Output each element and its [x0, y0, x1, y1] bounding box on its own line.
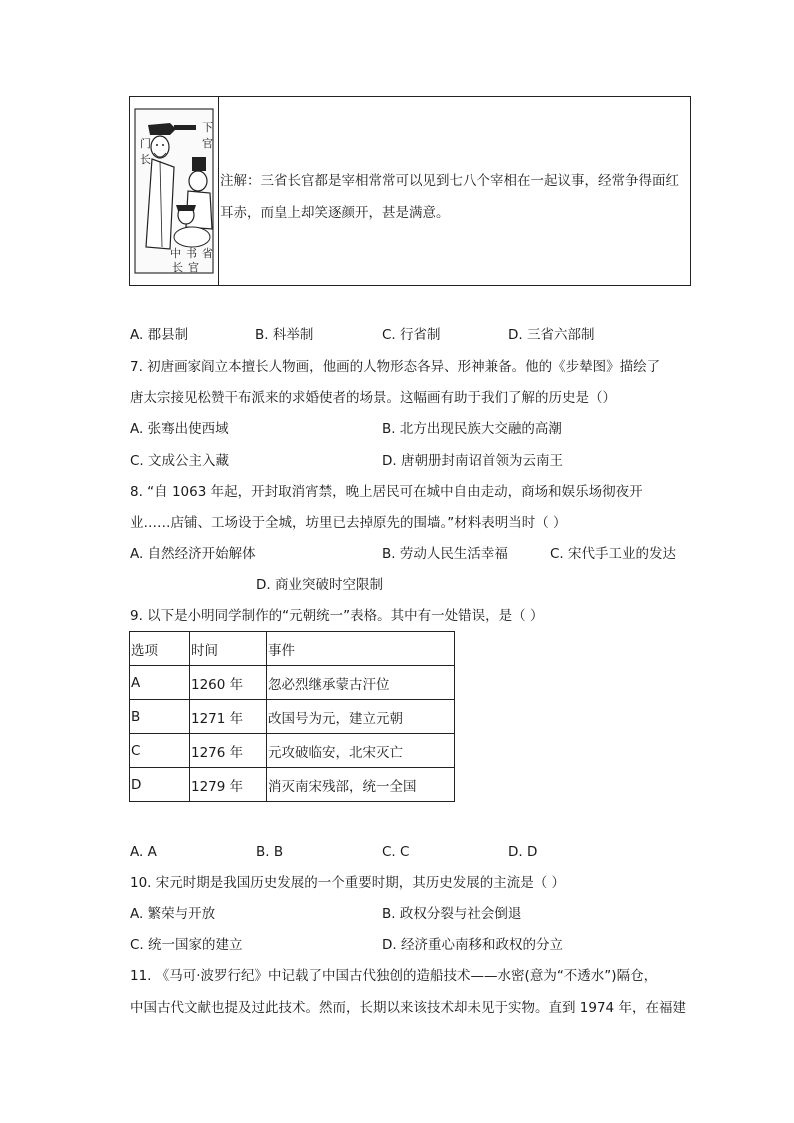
- q8-option-a[interactable]: A. 自然经济开始解体: [130, 546, 256, 562]
- q7-option-a[interactable]: A. 张骞出使西域: [130, 421, 229, 437]
- table-cell: 改国号为元，建立元朝: [267, 700, 455, 734]
- q11-stem-line1: 11. 《马可·波罗行纪》中记载了中国古代独创的造船技术——水密(意为“不透水”)隔仓，: [130, 968, 658, 984]
- table-cell: 消灭南宋残部，统一全国: [267, 768, 455, 802]
- table-cell: 1260 年: [190, 666, 267, 700]
- table-header-cell: 时间: [190, 632, 267, 666]
- q6-option-c[interactable]: C. 行省制: [382, 327, 441, 343]
- table-cell: 元攻破临安，北宋灭亡: [267, 734, 455, 768]
- q10-option-c[interactable]: C. 统一国家的建立: [130, 937, 243, 953]
- q9-stem-line1: 9. 以下是小明同学制作的“元朝统一”表格。其中有一处错误，是（ ）: [130, 608, 544, 624]
- table-cell: 1279 年: [190, 768, 267, 802]
- q9-option-a[interactable]: A. A: [130, 844, 157, 860]
- table-cell: 1276 年: [190, 734, 267, 768]
- q9-option-b[interactable]: B. B: [256, 844, 284, 860]
- q11-stem-line2: 中国古代文献也提及过此技术。然而，长期以来该技术却未见于实物。直到 1974 年，在福建: [130, 1000, 686, 1016]
- q9-option-c[interactable]: C. C: [382, 844, 410, 860]
- svg-text:门长: 门长: [140, 137, 151, 166]
- q8-stem-line2: 业……店铺、工场设于全城，坊里已去掉原先的围墙。”材料表明当时（ ）: [130, 515, 567, 531]
- image-note: 注解：三省长官都是宰相常常可以见到七八个宰相在一起议事，经常争得面红耳赤，而皇上却笑逐颜开，甚是满意。: [220, 173, 679, 221]
- table-cell: B: [130, 700, 190, 734]
- stamp-top: 下官: [202, 121, 213, 150]
- table-header-cell: 事件: [267, 632, 455, 666]
- table-cell: 1271 年: [190, 700, 267, 734]
- q8-option-b[interactable]: B. 劳动人民生活幸福: [382, 546, 508, 562]
- q6-option-b[interactable]: B. 科举制: [255, 327, 314, 343]
- table-header-cell: 选项: [130, 632, 190, 666]
- q7-option-d[interactable]: D. 唐朝册封南诏首领为云南王: [382, 453, 563, 469]
- officials-drawing: [130, 97, 218, 285]
- table-cell: C: [130, 734, 190, 768]
- q7-option-b[interactable]: B. 北方出现民族大交融的高潮: [382, 421, 562, 437]
- q7-stem-line2: 唐太宗接见松赞干布派来的求婚使者的场景。这幅画有助于我们了解的历史是（）: [130, 390, 616, 406]
- table-row: [130, 700, 455, 734]
- q10-option-a[interactable]: A. 繁荣与开放: [130, 906, 216, 922]
- q7-stem-line1: 7. 初唐画家阎立本擅长人物画，他画的人物形态各异、形神兼备。他的《步辇图》描绘了: [130, 359, 661, 375]
- q10-option-b[interactable]: B. 政权分裂与社会倒退: [382, 906, 522, 922]
- yuan-unification-table: [129, 631, 455, 802]
- q8-option-d[interactable]: D. 商业突破时空限制: [256, 577, 383, 593]
- table-row: [130, 734, 455, 768]
- q7-option-c[interactable]: C. 文成公主入藏: [130, 453, 230, 469]
- q8-option-c[interactable]: C. 宋代手工业的发达: [550, 546, 677, 562]
- table-cell: 忽必烈继承蒙古汗位: [267, 666, 455, 700]
- table-cell: D: [130, 768, 190, 802]
- q6-option-d[interactable]: D. 三省六部制: [508, 327, 595, 343]
- q8-stem-line1: 8. “自 1063 年起，开封取消宵禁，晚上居民可在城中自由走动，商场和娱乐场彻夜开: [130, 484, 643, 500]
- q10-option-d[interactable]: D. 经济重心南移和政权的分立: [382, 937, 563, 953]
- q10-stem-line1: 10. 宋元时期是我国历史发展的一个重要时期，其历史发展的主流是（ ）: [130, 875, 566, 891]
- table-row: [130, 666, 455, 700]
- q6-option-a[interactable]: A. 郡县制: [130, 327, 189, 343]
- table-row: [130, 768, 455, 802]
- table-cell: A: [130, 666, 190, 700]
- stamp-bottom: 中 书 省 长 官: [170, 247, 213, 274]
- question-image-box: [129, 96, 691, 286]
- q9-option-d[interactable]: D. D: [508, 844, 538, 860]
- table-header-row: [130, 632, 455, 666]
- historical-illustration: [130, 97, 219, 285]
